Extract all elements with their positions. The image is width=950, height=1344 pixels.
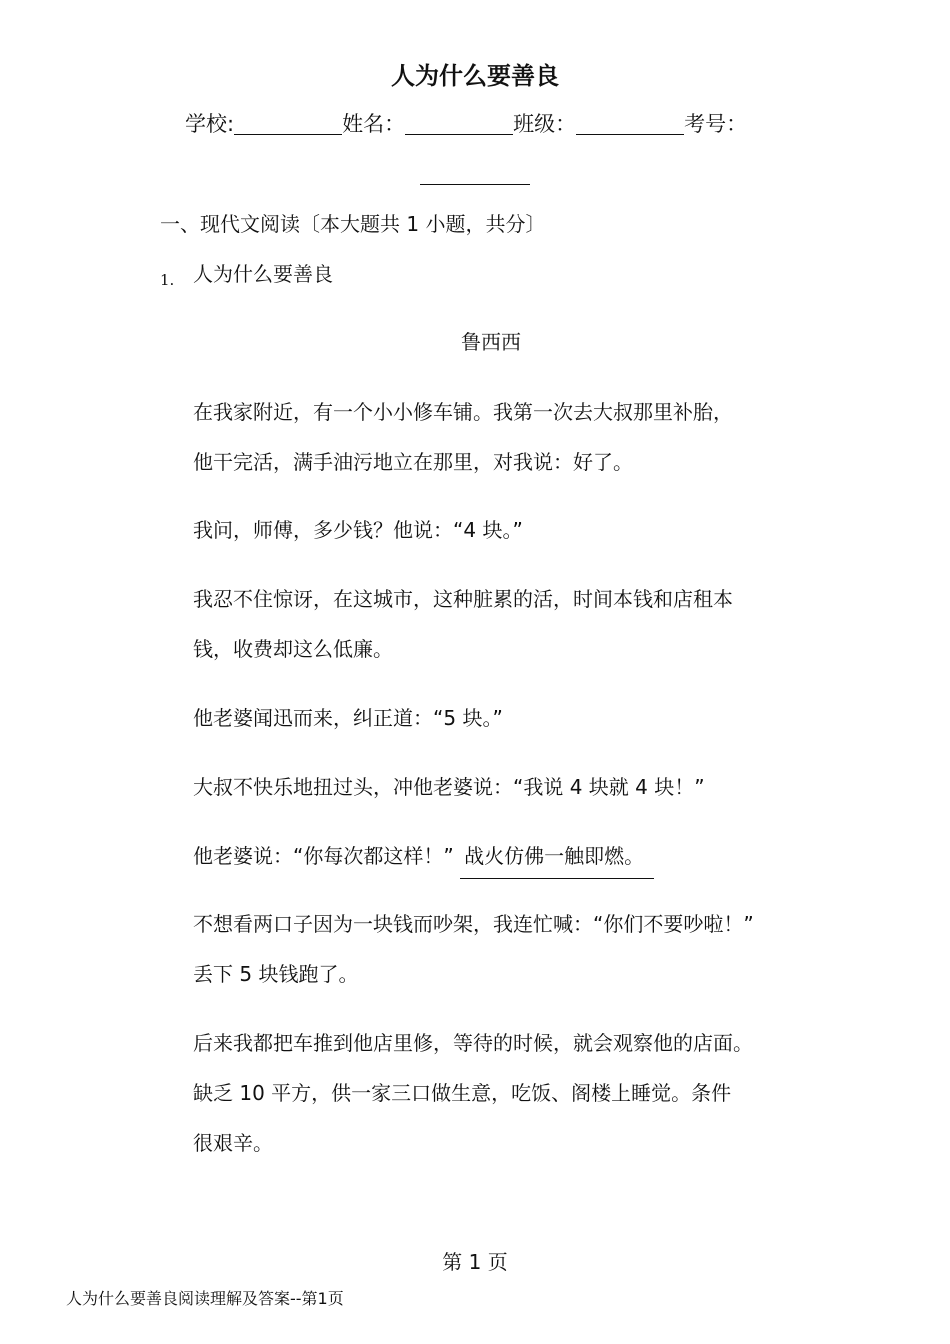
paragraph-line: 很艰辛。 bbox=[193, 1131, 273, 1155]
paragraph-line: 丢下 5 块钱跑了。 bbox=[193, 962, 359, 986]
school-blank[interactable] bbox=[234, 114, 342, 135]
paragraph-line: 缺乏 10 平方，供一家三口做生意，吃饭、阁楼上睡觉。条件 bbox=[193, 1081, 732, 1105]
underlined-sentence: 战火仿佛一触即燃。 bbox=[460, 844, 654, 879]
paragraph-text: 他老婆说：“你每次都这样！” bbox=[193, 844, 454, 868]
paragraph-line: 不想看两口子因为一块钱而吵架，我连忙喊：“你们不要吵啦！” bbox=[193, 912, 754, 936]
student-info-line bbox=[185, 108, 747, 138]
page-footer: 人为什么要善良阅读理解及答案--第1页 bbox=[66, 1289, 344, 1308]
paragraph-line: 后来我都把车推到他店里修，等待的时候，就会观察他的店面。 bbox=[193, 1031, 753, 1055]
class-blank[interactable] bbox=[576, 114, 684, 135]
paragraph-line: 钱，收费却这么低廉。 bbox=[193, 637, 393, 661]
class-label: 班级： bbox=[513, 112, 577, 136]
paragraph-line: 大叔不快乐地扭过头，冲他老婆说：“我说 4 块就 4 块！” bbox=[193, 775, 705, 799]
paragraph-line: 我问，师傅，多少钱？他说：“4 块。” bbox=[193, 518, 523, 542]
name-blank[interactable] bbox=[405, 114, 513, 135]
paragraph-line: 在我家附近，有一个小小修车铺。我第一次去大叔那里补胎， bbox=[193, 400, 733, 424]
author: 鲁西西 bbox=[461, 330, 521, 354]
exam-number-label: 考号： bbox=[684, 112, 748, 136]
document-title: 人为什么要善良 bbox=[391, 62, 559, 90]
page-number: 第 1 页 bbox=[442, 1250, 508, 1274]
paragraph-line: 我忍不住惊讶，在这城市，这种脏累的活，时间本钱和店租本 bbox=[193, 587, 733, 611]
section-heading: 一、现代文阅读〔本大题共 1 小题，共分〕 bbox=[160, 212, 546, 236]
paragraph-line: 他干完活，满手油污地立在那里，对我说：好了。 bbox=[193, 450, 633, 474]
question-number: 1. bbox=[160, 271, 175, 289]
paragraph-line: 他老婆闻迅而来，纠正道：“5 块。” bbox=[193, 706, 503, 730]
question-title: 人为什么要善良 bbox=[193, 262, 333, 286]
paragraph-line bbox=[193, 840, 654, 869]
name-label: 姓名： bbox=[342, 112, 406, 136]
exam-number-blank[interactable] bbox=[420, 164, 530, 185]
school-label: 学校: bbox=[185, 112, 235, 136]
